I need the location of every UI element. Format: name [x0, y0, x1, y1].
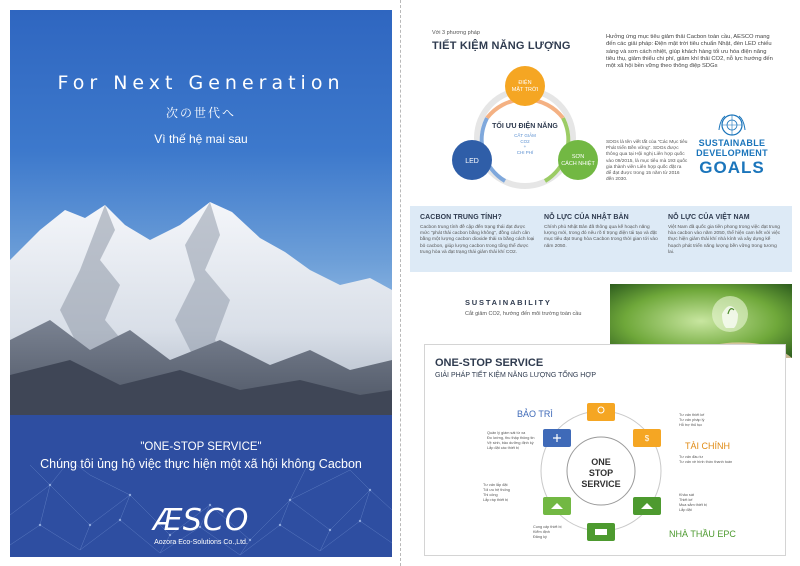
- oss-title: ONE-STOP SERVICE: [435, 357, 544, 369]
- cover-title: For Next Generation: [57, 72, 345, 94]
- sdg-description: SDGs là tên viết tắt của "Các Mục tiêu Phát triển Bền vững". SDGs được thông qua tại Hội nghị Liên hợp quốc vào 09/2015, là mục tiêu mà 193 quốc gia thành viên Liên hợp quốc đặt ra để đạt được trong 15 năm từ 2016 đến 2030.: [606, 140, 688, 183]
- content-page: [410, 8, 792, 558]
- info-col-vietnam: [668, 214, 784, 256]
- info-col-carbon-text: Cacbon trung tính đề cập đến trạng thái đạt được mức "phát thải cacbon bằng không", đồng cách cân bằng một lượng cacbon dioxide thải ra bằng cách loại bỏ cacbon, giúp lượng cacbon trong tổng thể được trung hòa và đạt trạng thái giảm thải khí CO2.: [420, 225, 535, 255]
- sustainability-title: SUSTAINABILITY: [465, 298, 552, 307]
- led-node-label: LED: [465, 158, 479, 165]
- aesco-logo: ÆSCO: [152, 503, 250, 538]
- paint-node-label-1: SƠN: [571, 154, 585, 160]
- solar-node: [505, 66, 545, 106]
- info-col-carbon-title: CACBON TRUNG TÍNH?: [420, 214, 502, 221]
- energy-diagram: [440, 56, 610, 196]
- notes-bottom: Cung cấp thiết bị Kiểm định Đăng ký: [533, 525, 562, 539]
- info-col-japan: [544, 214, 660, 250]
- energy-description: Hưởng ứng mục tiêu giảm thải Cacbon toàn cầu, AESCO mang đến các giải pháp: Điện mặt trời tiêu chuẩn Nhật, đèn LED chiếu sáng và sơn cách nhiệt, giúp khách hàng tối ưu hóa điện năng tiêu thụ, giảm thiểu chi phí, giảm khí thải CO2, nỗ lực hướng đến một xã hội bền vững theo thông điệp SDGs: [606, 34, 773, 70]
- energy-title: TIẾT KIỆM NĂNG LƯỢNG: [432, 40, 571, 52]
- page-divider: [400, 0, 401, 566]
- info-col-carbon: [420, 214, 536, 256]
- info-band: [410, 206, 792, 272]
- info-col-vietnam-text: Việt Nam đã quốc gia tiên phong trong việc đạt trung hòa cacbon vào năm 2050, thể hiện cam kết với việc thực hiện giảm thải khí nhà kính và xây dựng kế hoạch phát triển năng lượng bền vững trong tương lai.: [668, 225, 781, 255]
- svg-text:$: $: [644, 434, 650, 443]
- oss-center-3: SERVICE: [581, 479, 621, 489]
- oss-center-1: ONE: [591, 457, 611, 467]
- oss-subtitle: GIẢI PHÁP TIẾT KIỆM NĂNG LƯỢNG TỔNG HỢP: [435, 372, 596, 379]
- sdg-line-2: DEVELOPMENT: [696, 148, 768, 158]
- un-emblem-icon: [692, 112, 772, 138]
- method-tag: Với 3 phương pháp: [432, 30, 480, 36]
- cover-page: [10, 10, 392, 557]
- maintenance-node: [587, 403, 615, 421]
- oss-center-2: STOP: [588, 468, 614, 478]
- cover-band: [10, 415, 392, 557]
- band-subtitle: Chúng tôi ủng hộ việc thực hiện một xã hội không Cacbon: [40, 457, 362, 471]
- center-sub-3: CHI PHÍ: [516, 150, 534, 155]
- aesco-logo-subtitle: Aozora Eco-Solutions Co.,Ltd.: [154, 539, 248, 546]
- info-col-vietnam-title: NỖ LỰC CỦA VIỆT NAM: [668, 214, 750, 221]
- info-col-japan-title: NỖ LỰC CỦA NHẬT BẢN: [544, 214, 629, 221]
- paint-node-label-2: CÁCH NHIỆT: [561, 161, 595, 167]
- notes-epc: Khảo sát Thiết kế Mua sắm thiết bị Lắp đặt: [679, 493, 707, 512]
- notes-maintenance: Quản lý giám sát từ xa Đo lường, thu thập thông tin Vệ sinh, bảo dưỡng định kỳ Lắp đặt các thiết bị: [487, 431, 535, 450]
- mountain-illustration: [10, 190, 392, 415]
- category-finance: TÀI CHÍNH: [685, 441, 730, 451]
- cover-subtitle-jp: 次の世代へ: [165, 106, 236, 120]
- category-epc: NHÀ THẦU EPC: [669, 529, 736, 539]
- band-title: "ONE-STOP SERVICE": [140, 441, 262, 453]
- sdg-line-3: GOALS: [699, 158, 765, 177]
- notes-finance: Tư vấn đầu tư Tư vấn về hình thức thanh toán: [679, 455, 733, 464]
- svg-text:+: +: [523, 144, 527, 149]
- info-col-japan-text: Chính phủ Nhật Bản đã thông qua kế hoạch năng lượng mới, trong đó nêu rõ tỉ trọng điện tái tạo và đặt mục tiêu đạt trung hòa Cacbon trong thời gian tới vào năm 2050.: [544, 225, 658, 249]
- sdg-logo: [692, 112, 772, 182]
- center-title: TỐI ƯU ĐIỆN NĂNG: [492, 123, 558, 130]
- notes-finance-top: Tư vấn thiết kế Tư vấn pháp lý Hỗ trợ thủ tục: [679, 413, 705, 427]
- notes-left: Tư vấn lắp đặt Tối ưu hệ thống Thi công Lắp ráp thiết bị: [483, 483, 510, 502]
- paint-node: [558, 140, 598, 180]
- solar-node-label-2: MẶT TRỜI: [511, 87, 539, 93]
- cover-subtitle-vi: Vì thế hệ mai sau: [154, 132, 248, 146]
- center-sub-2: CO2: [520, 139, 530, 144]
- one-stop-service-panel: [424, 344, 786, 556]
- category-maintenance: BẢO TRÌ: [517, 409, 553, 419]
- solar-node-label-1: ĐIỆN: [518, 80, 532, 86]
- sdg-line-1: SUSTAINABLE: [698, 138, 766, 148]
- center-sub-1: CẮT GIẢM: [514, 133, 536, 138]
- sustainability-subtitle: Cắt giảm CO2, hướng đến môi trường toàn cầu: [465, 311, 582, 317]
